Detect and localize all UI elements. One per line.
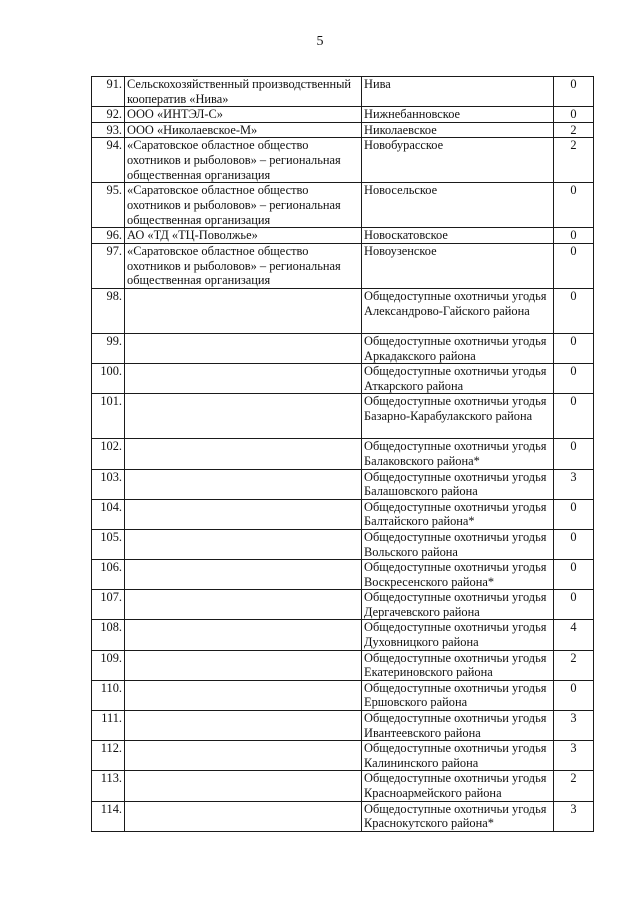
organization-name: АО «ТД «ТЦ-Поволжье» bbox=[125, 228, 362, 244]
hunting-ground-name: Общедоступные охотничьи угодья Базарно-Карабулакского района bbox=[362, 394, 554, 439]
hunting-ground-name: Общедоступные охотничьи угодья Александрово-Гайского района bbox=[362, 288, 554, 333]
organization-name bbox=[125, 680, 362, 710]
row-number: 105. bbox=[92, 529, 125, 559]
organization-name: ООО «ИНТЭЛ-С» bbox=[125, 107, 362, 123]
row-number: 114. bbox=[92, 801, 125, 831]
table-row bbox=[92, 394, 594, 439]
organization-name bbox=[125, 439, 362, 469]
row-value: 4 bbox=[554, 620, 594, 650]
row-value: 0 bbox=[554, 107, 594, 123]
organization-name bbox=[125, 590, 362, 620]
organization-name bbox=[125, 801, 362, 831]
page-number: 5 bbox=[316, 34, 324, 49]
hunting-ground-name: Общедоступные охотничьи угодья Калининского района bbox=[362, 741, 554, 771]
row-number: 92. bbox=[92, 107, 125, 123]
organization-name bbox=[125, 288, 362, 333]
row-value: 3 bbox=[554, 801, 594, 831]
organization-name: «Саратовское областное общество охотников и рыболовов» – региональная общественная организация bbox=[125, 243, 362, 288]
table-row bbox=[92, 590, 594, 620]
row-number: 111. bbox=[92, 711, 125, 741]
hunting-ground-name: Нива bbox=[362, 77, 554, 107]
hunting-ground-name: Общедоступные охотничьи угодья Ивантеевского района bbox=[362, 711, 554, 741]
row-number: 93. bbox=[92, 122, 125, 138]
table-row bbox=[92, 711, 594, 741]
table-row bbox=[92, 741, 594, 771]
hunting-ground-name: Николаевское bbox=[362, 122, 554, 138]
hunting-ground-name: Новосельское bbox=[362, 183, 554, 228]
row-value: 0 bbox=[554, 77, 594, 107]
table-row bbox=[92, 138, 594, 183]
row-number: 103. bbox=[92, 469, 125, 499]
row-value: 0 bbox=[554, 680, 594, 710]
table-row bbox=[92, 288, 594, 333]
organization-name: Сельскохозяйственный производственный кооператив «Нива» bbox=[125, 77, 362, 107]
row-value: 0 bbox=[554, 243, 594, 288]
organization-name: ООО «Николаевское-М» bbox=[125, 122, 362, 138]
hunting-ground-name: Общедоступные охотничьи угодья Воскресенского района* bbox=[362, 560, 554, 590]
row-number: 98. bbox=[92, 288, 125, 333]
table-row bbox=[92, 469, 594, 499]
row-number: 96. bbox=[92, 228, 125, 244]
hunting-ground-name: Общедоступные охотничьи угодья Балаковского района* bbox=[362, 439, 554, 469]
table-row bbox=[92, 333, 594, 363]
row-value: 0 bbox=[554, 439, 594, 469]
organization-name bbox=[125, 771, 362, 801]
table-row bbox=[92, 243, 594, 288]
row-value: 2 bbox=[554, 650, 594, 680]
row-value: 3 bbox=[554, 469, 594, 499]
row-number: 104. bbox=[92, 499, 125, 529]
row-number: 100. bbox=[92, 364, 125, 394]
organization-name: «Саратовское областное общество охотников и рыболовов» – региональная общественная организация bbox=[125, 183, 362, 228]
hunting-ground-name: Общедоступные охотничьи угодья Ершовского района bbox=[362, 680, 554, 710]
table-row bbox=[92, 529, 594, 559]
row-number: 99. bbox=[92, 333, 125, 363]
table-row bbox=[92, 183, 594, 228]
row-value: 2 bbox=[554, 122, 594, 138]
hunting-ground-name: Общедоступные охотничьи угодья Аркадакского района bbox=[362, 333, 554, 363]
organization-name bbox=[125, 560, 362, 590]
hunting-ground-name: Новоскатовское bbox=[362, 228, 554, 244]
organization-name bbox=[125, 333, 362, 363]
row-number: 113. bbox=[92, 771, 125, 801]
table-row bbox=[92, 122, 594, 138]
hunting-ground-name: Общедоступные охотничьи угодья Дергачевского района bbox=[362, 590, 554, 620]
row-number: 97. bbox=[92, 243, 125, 288]
row-number: 95. bbox=[92, 183, 125, 228]
row-value: 0 bbox=[554, 333, 594, 363]
row-number: 91. bbox=[92, 77, 125, 107]
row-value: 0 bbox=[554, 288, 594, 333]
row-number: 107. bbox=[92, 590, 125, 620]
row-number: 102. bbox=[92, 439, 125, 469]
hunting-ground-name: Общедоступные охотничьи угодья Краснокутского района* bbox=[362, 801, 554, 831]
hunting-ground-name: Общедоступные охотничьи угодья Духовницкого района bbox=[362, 620, 554, 650]
hunting-ground-name: Общедоступные охотничьи угодья Вольского района bbox=[362, 529, 554, 559]
table-row bbox=[92, 77, 594, 107]
organization-name bbox=[125, 741, 362, 771]
table-row bbox=[92, 228, 594, 244]
row-value: 3 bbox=[554, 741, 594, 771]
row-value: 0 bbox=[554, 560, 594, 590]
organization-name bbox=[125, 394, 362, 439]
table-row bbox=[92, 107, 594, 123]
table-row bbox=[92, 364, 594, 394]
row-number: 109. bbox=[92, 650, 125, 680]
row-number: 110. bbox=[92, 680, 125, 710]
hunting-ground-name: Общедоступные охотничьи угодья Балтайского района* bbox=[362, 499, 554, 529]
row-number: 101. bbox=[92, 394, 125, 439]
hunting-ground-name: Общедоступные охотничьи угодья Красноармейского района bbox=[362, 771, 554, 801]
row-value: 0 bbox=[554, 364, 594, 394]
hunting-ground-name: Новобурасское bbox=[362, 138, 554, 183]
table-row bbox=[92, 499, 594, 529]
row-number: 108. bbox=[92, 620, 125, 650]
organization-name bbox=[125, 469, 362, 499]
hunting-ground-name: Общедоступные охотничьи угодья Аткарского района bbox=[362, 364, 554, 394]
table-row bbox=[92, 560, 594, 590]
row-value: 0 bbox=[554, 228, 594, 244]
organization-name bbox=[125, 499, 362, 529]
table-row bbox=[92, 801, 594, 831]
hunting-ground-name: Нижнебанновское bbox=[362, 107, 554, 123]
row-value: 0 bbox=[554, 590, 594, 620]
row-number: 106. bbox=[92, 560, 125, 590]
table-row bbox=[92, 620, 594, 650]
row-value: 3 bbox=[554, 711, 594, 741]
row-number: 94. bbox=[92, 138, 125, 183]
table-row bbox=[92, 771, 594, 801]
organization-name bbox=[125, 650, 362, 680]
row-value: 0 bbox=[554, 394, 594, 439]
hunting-ground-name: Общедоступные охотничьи угодья Балашовского района bbox=[362, 469, 554, 499]
row-value: 0 bbox=[554, 183, 594, 228]
organization-name bbox=[125, 364, 362, 394]
hunting-grounds-table bbox=[91, 76, 594, 832]
table-row bbox=[92, 439, 594, 469]
organization-name: «Саратовское областное общество охотников и рыболовов» – региональная общественная организация bbox=[125, 138, 362, 183]
organization-name bbox=[125, 620, 362, 650]
organization-name bbox=[125, 711, 362, 741]
organization-name bbox=[125, 529, 362, 559]
table-row bbox=[92, 680, 594, 710]
row-value: 2 bbox=[554, 138, 594, 183]
row-number: 112. bbox=[92, 741, 125, 771]
hunting-ground-name: Общедоступные охотничьи угодья Екатериновского района bbox=[362, 650, 554, 680]
hunting-ground-name: Новоузенское bbox=[362, 243, 554, 288]
row-value: 2 bbox=[554, 771, 594, 801]
row-value: 0 bbox=[554, 529, 594, 559]
table-row bbox=[92, 650, 594, 680]
row-value: 0 bbox=[554, 499, 594, 529]
